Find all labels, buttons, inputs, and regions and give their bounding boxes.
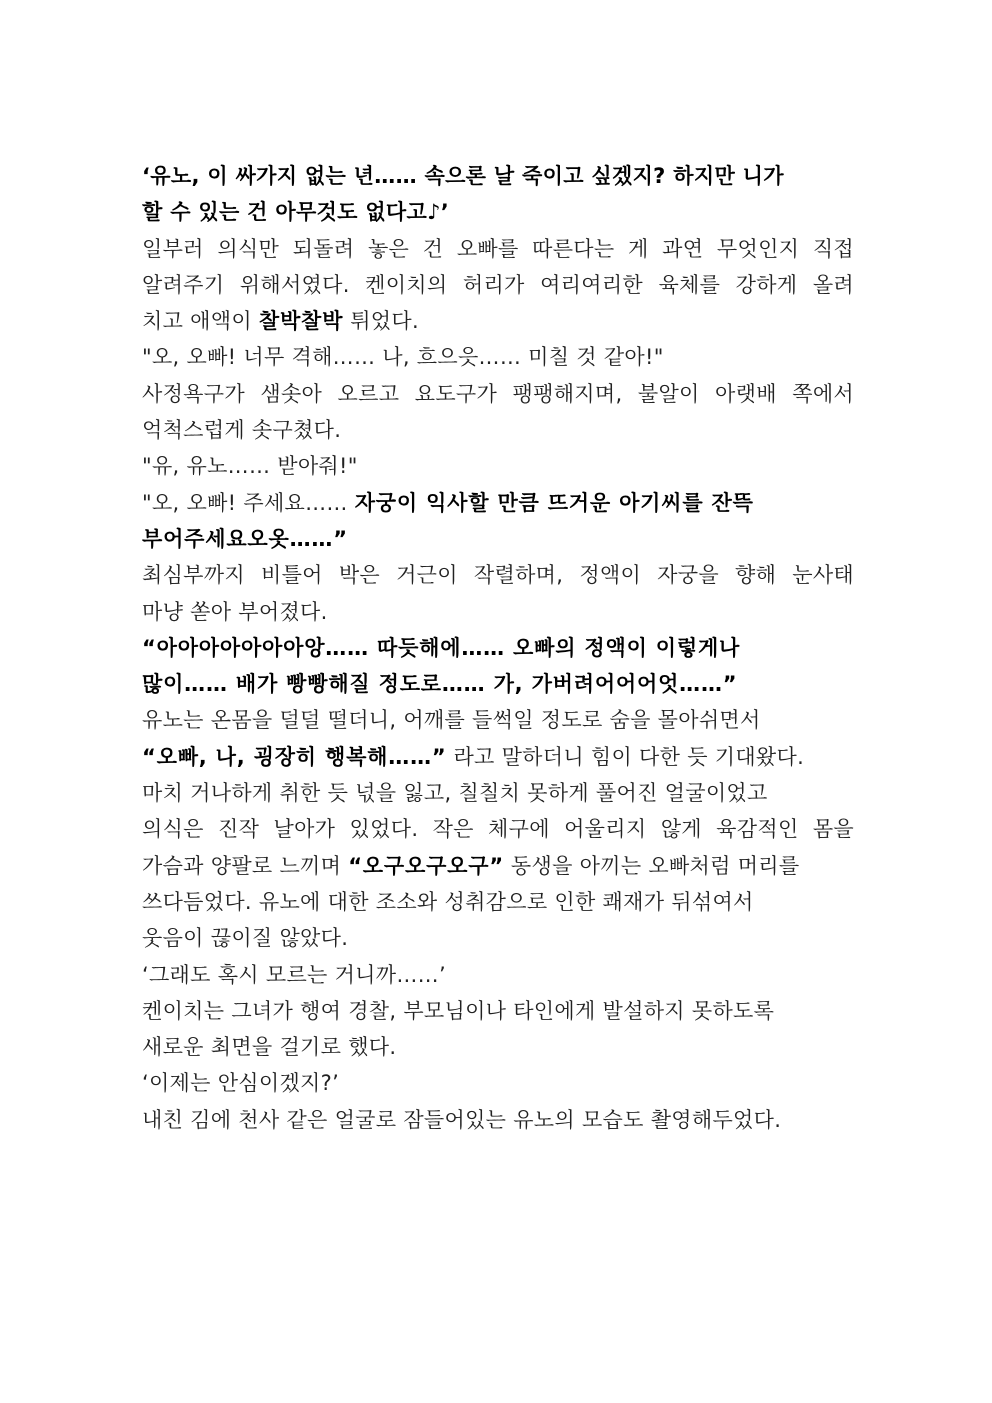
narration-text: 가슴과 양팔로 느끼며 [142,853,349,878]
text-line-1 [142,158,854,194]
text-line-6 [142,339,854,375]
emphasis-dialogue-text: 많이…… 배가 빵빵해질 정도로…… 가, 가버려어어어엇……” [142,672,738,697]
text-line-12 [142,557,854,593]
emphasis-dialogue-text: “오빠, 나, 굉장히 행복해……” [142,744,447,769]
text-line-2 [142,194,854,230]
narration-text: 라고 말하더니 힘이 다한 듯 기대왔다. [446,744,805,769]
text-line-15 [142,666,854,702]
emphasis-dialogue-text: “오구오구오구” [348,853,504,878]
narration-text: 튀었다. [343,309,419,334]
text-line-16 [142,702,854,738]
text-line-23 [142,957,854,993]
text-line-14 [142,630,854,666]
thought-text: ‘이제는 안심이겠지?’ [142,1071,340,1096]
emphasis-dialogue-text: 자궁이 익사할 만큼 뜨거운 아기씨를 잔뜩 [354,490,754,515]
narration-text: 마냥 쏟아 부어졌다. [142,599,328,624]
narration-text: 사정욕구가 샘솟아 오르고 요도구가 팽팽해지며, 불알이 아랫배 쪽에서 [142,381,854,406]
dialogue-text: "오, 오빠! 주세요…… [142,490,355,515]
narration-text: 동생을 아끼는 오빠처럼 머리를 [503,853,800,878]
text-line-24 [142,993,854,1029]
dialogue-text: "유, 유노…… 받아줘!" [142,454,358,479]
narration-text: 유노는 온몸을 덜덜 떨더니, 어깨를 들썩일 정도로 숨을 몰아쉬면서 [142,708,761,733]
dialogue-text: "오, 오빠! 너무 격해…… 나, 흐으읏…… 미칠 것 같아!" [142,345,664,370]
narration-text: 내친 김에 천사 같은 얼굴로 잠들어있는 유노의 모습도 촬영해두었다. [142,1107,782,1132]
text-line-27 [142,1102,854,1138]
narration-text: 웃음이 끊이질 않았다. [142,926,349,951]
thought-text: ‘그래도 혹시 모르는 거니까……’ [142,962,446,987]
text-line-21 [142,884,854,920]
narration-text: 쓰다듬었다. 유노에 대한 조소와 성취감으로 인한 쾌재가 뒤섞여서 [142,889,754,914]
text-line-17 [142,739,854,775]
thought-text: ‘유노, 이 싸가지 없는 년…… 속으론 날 죽이고 싶겠지? 하지만 니가 [142,164,784,188]
text-line-7 [142,376,854,412]
narration-text: 억척스럽게 솟구쳤다. [142,418,342,443]
narration-text: 일부러 의식만 되돌려 놓은 건 오빠를 따른다는 게 과연 무엇인지 직접 [142,236,854,261]
text-line-3 [142,231,854,267]
narration-text: 치고 애액이 [142,309,259,334]
text-line-13 [142,594,854,630]
text-line-18 [142,775,854,811]
narration-text: 알려주기 위해서였다. 켄이치의 허리가 여리여리한 육체를 강하게 올려 [142,272,854,297]
text-line-26 [142,1065,854,1101]
text-line-8 [142,412,854,448]
narration-text: 의식은 진작 날아가 있었다. 작은 체구에 어울리지 않게 육감적인 몸을 [142,817,854,842]
narration-text: 최심부까지 비틀어 박은 거근이 작렬하며, 정액이 자궁을 향해 눈사태 [142,563,854,588]
narration-text: 새로운 최면을 걸기로 했다. [142,1035,397,1060]
text-line-5 [142,303,854,339]
emphasis-dialogue-text: “아아아아아아아앙…… 따듯해에…… 오빠의 정액이 이렇게나 [142,635,741,660]
text-line-22 [142,920,854,956]
text-line-20 [142,848,854,884]
text-line-4 [142,267,854,303]
onomatopoeia-text: 찰박찰박 [258,309,344,334]
text-line-25 [142,1029,854,1065]
narration-text: 켄이치는 그녀가 행여 경찰, 부모님이나 타인에게 발설하지 못하도록 [142,998,775,1023]
text-line-19 [142,811,854,847]
text-line-9 [142,448,854,484]
text-body [142,158,854,1138]
narration-text: 마치 거나하게 취한 듯 넋을 잃고, 칠칠치 못하게 풀어진 얼굴이었고 [142,781,768,806]
text-line-10 [142,485,854,521]
text-line-11 [142,521,854,557]
thought-text: 할 수 있는 건 아무것도 없다고♪’ [142,200,450,225]
emphasis-dialogue-text: 부어주세요오옷……” [142,526,348,551]
